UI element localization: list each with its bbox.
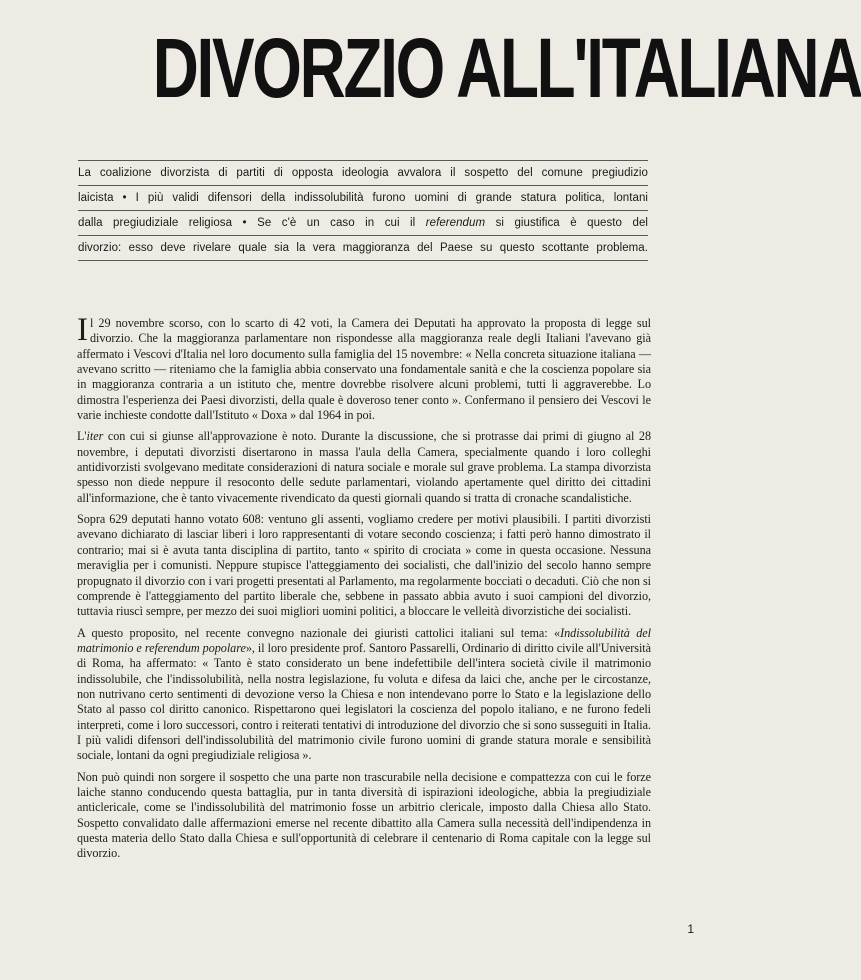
paragraph-text: con cui si giunse all'approvazione è noto. Durante la discussione, che si protrasse dai primi di giugno al 28 novembre, i deputati divorzisti disertarono in massa l'aula della Camera, specialmente quando i loro colleghi antidivorzisti svolgevano meditate considerazioni di natura sociale e morale sul grave problema. La stampa divorzista spesso non diede neppure il resoconto delle sedute parlamentari, violando apertamente quel diritto dei cittadini all'informazione, che è tanto vivacemente rivendicato da questi giornali quando si tratta di cronache scandalistiche. [77, 429, 651, 505]
article-paragraph [77, 312, 651, 423]
page-number: 1 [687, 922, 694, 936]
standfirst-line: divorzio: esso deve rivelare quale sia la vera maggioranza del Paese su questo scottante problema. [78, 235, 648, 261]
italic-text: referendum [425, 217, 486, 229]
italic-text: iter [86, 429, 104, 444]
paragraph-text: Sopra 629 deputati hanno votato 608: ventuno gli assenti, vogliamo credere per motivi plausibili. I partiti divorzisti avevano dichiarato di lasciar liberi i loro rappresentanti di votare secondo coscienza; i fatti però hanno dimostrato il contrario; mai si è avuta tanta disciplina di partito, tanto « spirito di crociata » come in questa occasione. Nessuna meraviglia per i comunisti. Neppure stupisce l'atteggiamento dei socialisti, che dall'inizio del secolo hanno sempre propugnato il divorzio con i vari progetti presentati al Parlamento, ma regolarmente bocciati o decaduti. Ciò che non si comprende è l'atteggiamento del partito liberale che, sebbene in passato abbia avuto i suoi campioni del divorzio, tuttavia riuscì sempre, per mezzo dei suoi migliori uomini politici, a bloccare le velleità divorzistiche dei socialisti. [77, 512, 651, 619]
paragraph-text: Il 29 novembre scorso, con lo scarto di 42 voti, la Camera dei Deputati ha approvato la proposta di legge sul divorzio. Che la maggioranza parlamentare non rispondesse alla maggioranza reale degli Italiani l'avevano già affermato i Vescovi d'Italia nel loro documento sulla famiglia del 15 novembre: « Nella concreta situazione italiana — avevano scritto — riteniamo che la famiglia abbia conservato una fondamentale sanità e che la coscienza popolare sia in maggioranza contraria a un istituto che, mentre dovrebbe risolvere alcuni problemi, tutti li aggraverebbe. Lo dimostra l'esperienza dei Paesi divorzisti, della quale è doveroso tener conto ». Confermano il pensiero dei Vescovi le varie inchieste condotte dall'Istituto « Doxa » dal 1964 in poi. [77, 312, 651, 423]
paragraph-text: A questo proposito, nel recente convegno nazionale dei giuristi cattolici italiani sul tema: « [77, 625, 561, 640]
article-body [77, 312, 651, 868]
article-paragraph [77, 512, 651, 619]
standfirst-line: laicista • I più validi difensori della indissolubilità furono uomini di grande statura politica, lontani [78, 185, 648, 210]
paragraph-text: », il loro presidente prof. Santoro Passarelli, Ordinario di diritto civile all'Università di Roma, ha affermato: « Tanto è stato considerato un bene indefettibile dell'intera società civile il matrimonio indissolubile, che l'indissolubilità, nella nostra legislazione, fu voluta e difesa da laici che, anche per le circostanze, non nutrivano certo sentimenti di devozione verso la Chiesa e non intendevano porre lo Stato e la legislazione dello Stato al passo col diritto canonico. Rispettarono quei legislatori la coscienza del popolo italiano, e ne furono fedeli interpreti, come i loro successori, contro i reiterati tentativi di introduzione del divorzio che si sono susseguiti in Italia. I più validi difensori dell'indissolubilità del matrimonio civile furono uomini di grande statura morale e sensibilità sociale, lontani da ogni pregiudiziale religiosa ». [77, 640, 651, 763]
headline: DIVORZIO ALL'ITALIANA [152, 21, 861, 115]
standfirst-line: dalla pregiudiziale religiosa • Se c'è un caso in cui il referendum si giustifica è questo del [78, 210, 648, 235]
paragraph-text: L' [77, 429, 87, 444]
paragraph-text: Non può quindi non sorgere il sospetto che una parte non trascurabile nella decisione e compattezza con cui le forze laiche stanno conducendo questa battaglia, pur in tanta diversità di ispirazioni ideologiche, abbia la pregiudiziale anticlericale, come se l'indissolubilità del matrimonio fosse un arbitrio clericale, imposto dalla Chiesa allo Stato. Sospetto convalidato dalle affermazioni emerse nel recente dibattito alla Camera sulla necessità dell'indipendenza in questa materia dello Stato dalla Chiesa e sull'opportunità di celebrare il centenario di Roma capitale con la legge sul divorzio. [77, 769, 651, 861]
standfirst-line: La coalizione divorzista di partiti di opposta ideologia avvalora il sospetto del comune pregiudizio [78, 160, 648, 185]
article-paragraph [77, 429, 651, 506]
article-paragraph [77, 626, 651, 764]
standfirst [78, 160, 648, 261]
article-paragraph [77, 770, 651, 862]
italic-text: Indissolubilità del matrimonio e referendum popolare [77, 625, 651, 655]
